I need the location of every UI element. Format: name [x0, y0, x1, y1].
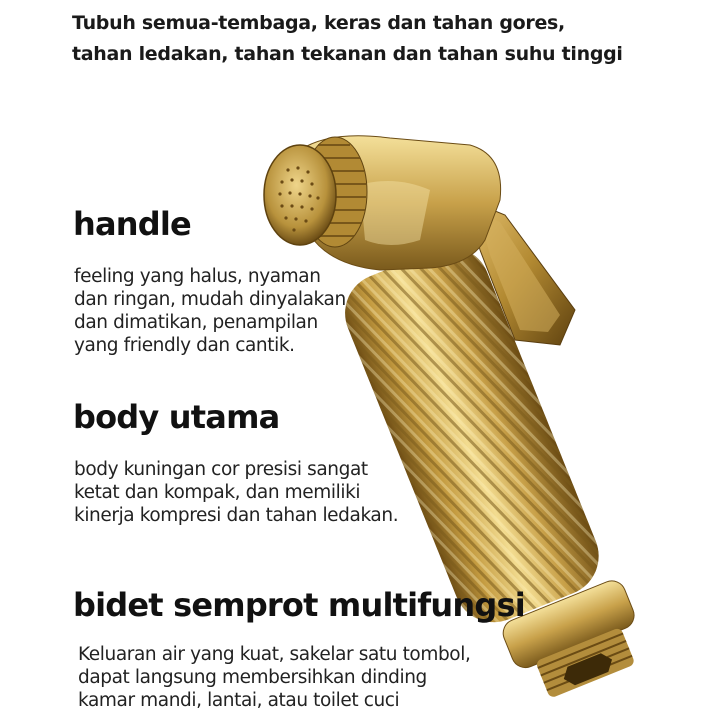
headline-line-1: Tubuh semua-tembaga, keras dan tahan gores, [72, 12, 565, 34]
headline [72, 8, 672, 70]
headline-line-2: tahan ledakan, tahan tekanan dan tahan suhu tinggi [72, 43, 623, 65]
desc-line: kinerja kompresi dan tahan ledakan. [74, 505, 399, 526]
desc-line: dan ringan, mudah dinyalakan [74, 289, 346, 310]
section-title-body-utama: body utama [73, 398, 280, 436]
desc-line: ketat dan kompak, dan memiliki [74, 482, 361, 503]
section-desc-body-utama [74, 458, 398, 527]
desc-line: feeling yang halus, nyaman [74, 266, 321, 287]
section-desc-bidet-semprot [78, 643, 470, 712]
section-desc-handle [74, 265, 346, 357]
desc-line: Keluaran air yang kuat, sakelar satu tombol, [78, 644, 471, 665]
section-title-handle: handle [73, 205, 191, 243]
desc-line: dapat langsung membersihkan dinding [78, 667, 427, 688]
desc-line: yang friendly dan cantik. [74, 335, 295, 356]
section-title-bidet-semprot: bidet semprot multifungsi [73, 586, 525, 624]
desc-line: kamar mandi, lantai, atau toilet cuci [78, 690, 400, 711]
desc-line: body kuningan cor presisi sangat [74, 459, 368, 480]
desc-line: dan dimatikan, penampilan [74, 312, 318, 333]
